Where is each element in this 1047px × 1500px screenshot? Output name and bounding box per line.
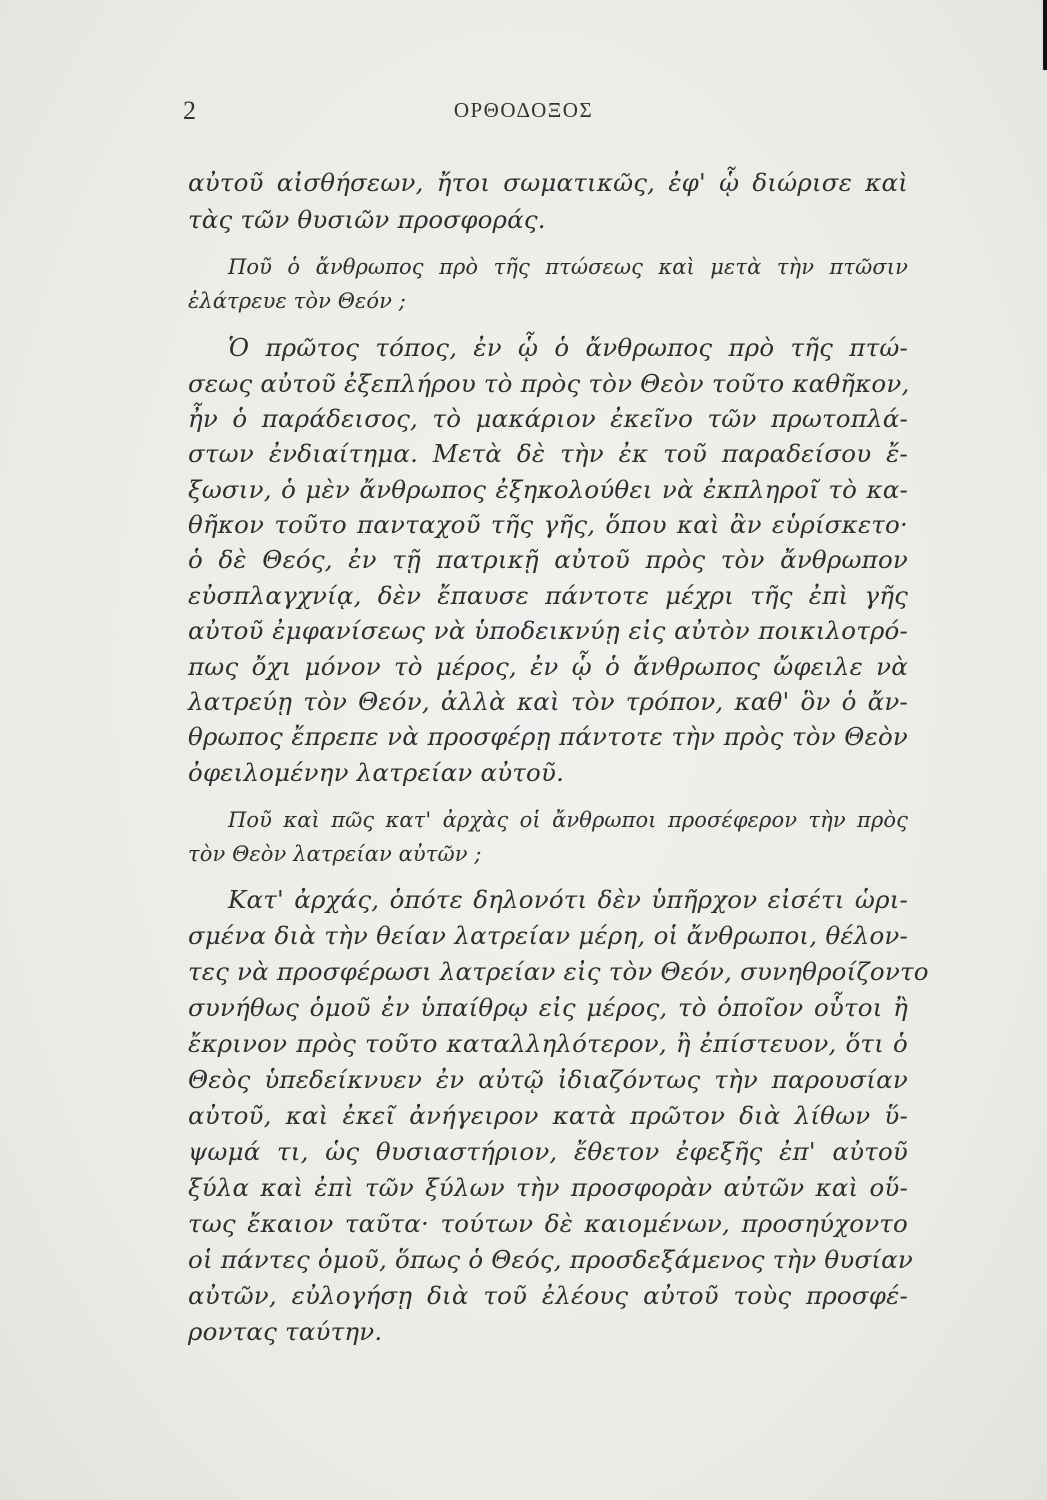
text-line: ὁ δὲ Θεός, ἐν τῇ πατρικῇ αὐτοῦ πρὸς τὸν ἄνθρωπον (188, 545, 908, 574)
text-line: ξωσιν, ὁ μὲν ἄνθρωπος ἐξηκολούθει νὰ ἐκπληροῖ τὸ κα- (188, 475, 908, 504)
text-line: Θεὸς ὑπεδείκνυεν ἐν αὐτῷ ἰδιαζόντως τὴν παρουσίαν (188, 1065, 908, 1094)
text-line: οἱ πάντες ὁμοῦ, ὅπως ὁ Θεός, προσδεξάμενος τὴν θυσίαν (188, 1245, 914, 1274)
text-line: τὰς τῶν θυσιῶν προσφοράς. (188, 205, 546, 234)
text-line: ροντας ταύτην. (188, 1317, 383, 1346)
text-line: συνήθως ὁμοῦ ἐν ὑπαίθρῳ εἰς μέρος, τὸ ὁποῖον οὗτοι ἢ (188, 993, 908, 1022)
text-line: εὐσπλαγχνίᾳ, δὲν ἔπαυσε πάντοτε μέχρι τῆς ἐπὶ γῆς (188, 581, 908, 610)
text-line: θρωπος ἔπρεπε νὰ προσφέρῃ πάντοτε τὴν πρὸς τὸν Θεὸν (188, 722, 908, 751)
text-line: ξύλα καὶ ἐπὶ τῶν ξύλων τὴν προσφορὰν αὐτῶν καὶ οὕ- (188, 1173, 908, 1202)
text-line: σμένα διὰ τὴν θείαν λατρείαν μέρη, οἱ ἄνθρωποι, θέλον- (188, 921, 908, 950)
text-line: ψωμά τι, ὡς θυσιαστήριον, ἔθετον ἐφεξῆς ἐπ' αὐτοῦ (188, 1137, 908, 1166)
text-line: στων ἐνδιαίτημα. Μετὰ δὲ τὴν ἐκ τοῦ παραδείσου ἔ- (188, 439, 908, 468)
question-line: ἐλάτρευε τὸν Θεόν ; (188, 289, 406, 313)
text-line: αὐτοῦ ἐμφανίσεως νὰ ὑποδεικνύῃ εἰς αὐτὸν ποικιλοτρό- (188, 616, 908, 645)
text-line: ὀφειλομένην λατρείαν αὐτοῦ. (188, 758, 565, 787)
text-line: θῆκον τοῦτο πανταχοῦ τῆς γῆς, ὅπου καὶ ἂν εὑρίσκετο· (188, 510, 908, 539)
text-line: σεως αὐτοῦ ἐξεπλήρου τὸ πρὸς τὸν Θεὸν τοῦτο καθῆκον, (188, 369, 910, 398)
running-title: ΟΡΘΟΔΟΞΟΣ (453, 98, 594, 122)
scan-edge-mark (1043, 0, 1047, 70)
text-line: αὐτοῦ αἰσθήσεων, ἤτοι σωματικῶς, ἐφ' ᾧ διώρισε καὶ (188, 168, 908, 197)
question-line: τὸν Θεὸν λατρείαν αὐτῶν ; (188, 842, 482, 866)
page-number: 2 (183, 96, 196, 125)
text-line: αὐτοῦ, καὶ ἐκεῖ ἀνήγειρον κατὰ πρῶτον διὰ λίθων ὕ- (188, 1101, 908, 1130)
text-line: Ὁ πρῶτος τόπος, ἐν ᾧ ὁ ἄνθρωπος πρὸ τῆς πτώ- (228, 333, 908, 362)
text-line: λατρεύῃ τὸν Θεόν, ἀλλὰ καὶ τὸν τρόπον, καθ' ὃν ὁ ἄν- (188, 687, 908, 716)
question-line: Ποῦ ὁ ἄνθρωπος πρὸ τῆς πτώσεως καὶ μετὰ τὴν πτῶσιν (228, 255, 908, 279)
text-line: τως ἔκαιον ταῦτα· τούτων δὲ καιομένων, προσηύχοντο (188, 1209, 908, 1238)
text-line: τες νὰ προσφέρωσι λατρείαν εἰς τὸν Θεόν, συνηθροίζοντο (188, 957, 929, 986)
text-line: αὐτῶν, εὐλογήσῃ διὰ τοῦ ἐλέους αὐτοῦ τοὺς προσφέ- (188, 1281, 908, 1310)
text-line: πως ὄχι μόνον τὸ μέρος, ἐν ᾧ ὁ ἄνθρωπος ὤφειλε νὰ (188, 652, 908, 681)
text-line: Κατ' ἀρχάς, ὁπότε δηλονότι δὲν ὑπῆρχον εἰσέτι ὡρι- (228, 885, 908, 914)
question-line: Ποῦ καὶ πῶς κατ' ἀρχὰς οἱ ἄνθρωποι προσέφερον τὴν πρὸς (228, 808, 908, 832)
text-line: ἦν ὁ παράδεισος, τὸ μακάριον ἐκεῖνο τῶν πρωτοπλά- (188, 404, 908, 433)
text-line: ἔκρινον πρὸς τοῦτο καταλληλότερον, ἢ ἐπίστευον, ὅτι ὁ (188, 1029, 908, 1058)
